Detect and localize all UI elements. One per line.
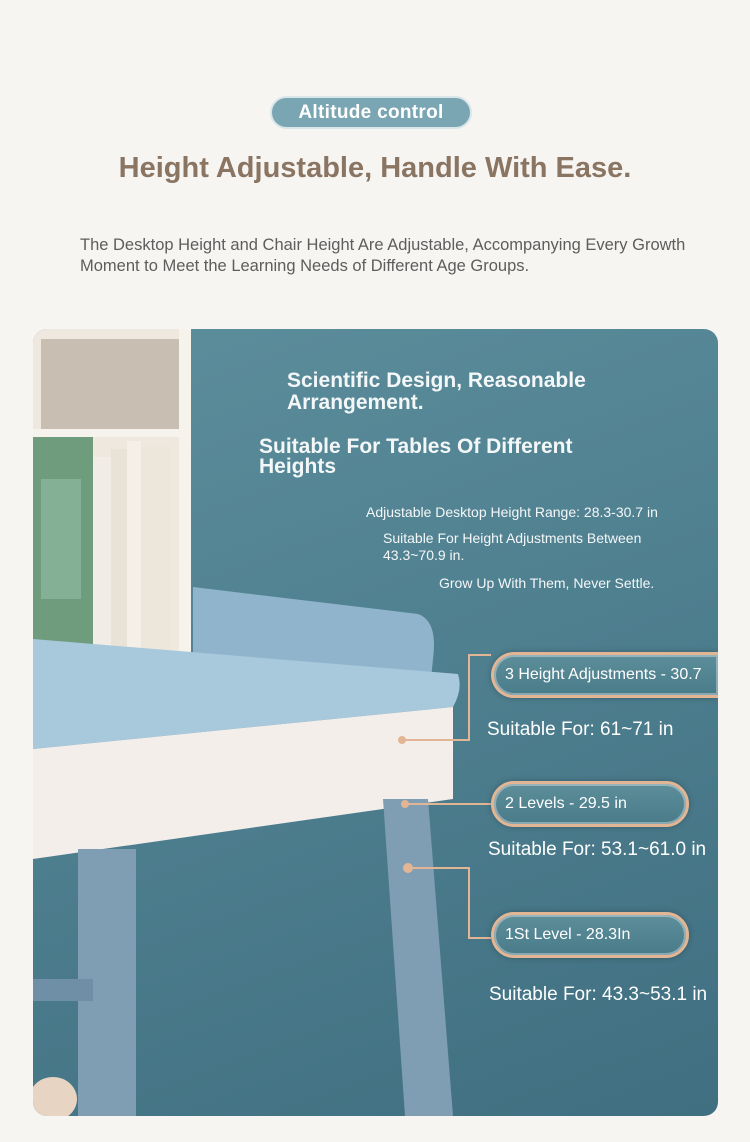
overlay-title-2: Suitable For Tables Of Different Heights: [259, 435, 573, 478]
product-photo: [33, 329, 718, 1116]
overlay-line-2: Suitable For Height Adjustments Between 43.3~70.9 in.: [383, 530, 642, 563]
altitude-control-badge: Altitude control: [270, 96, 472, 129]
level-3-button[interactable]: 3 Height Adjustments - 30.7: [491, 652, 718, 698]
level-1-suitable: Suitable For: 43.3~53.1 in: [489, 984, 708, 1005]
level-1-button[interactable]: 1St Level - 28.3In: [491, 912, 689, 958]
page-headline: Height Adjustable, Handle With Ease.: [118, 152, 632, 184]
level-3-suitable: Suitable For: 61~71 in: [487, 719, 674, 740]
intro-text: The Desktop Height and Chair Height Are Adjustable, Accompanying Every Growth Moment to Meet the Learning Needs of Different Age Groups.: [80, 236, 686, 275]
level-2-suitable: Suitable For: 53.1~61.0 in: [488, 839, 707, 860]
overlay-title-1: Scientific Design, Reasonable Arrangement.: [287, 369, 586, 414]
level-2-button[interactable]: 2 Levels - 29.5 in: [491, 781, 689, 827]
overlay-line-1: Adjustable Desktop Height Range: 28.3-30.7 in: [366, 504, 658, 520]
overlay-line-3: Grow Up With Them, Never Settle.: [439, 575, 655, 591]
